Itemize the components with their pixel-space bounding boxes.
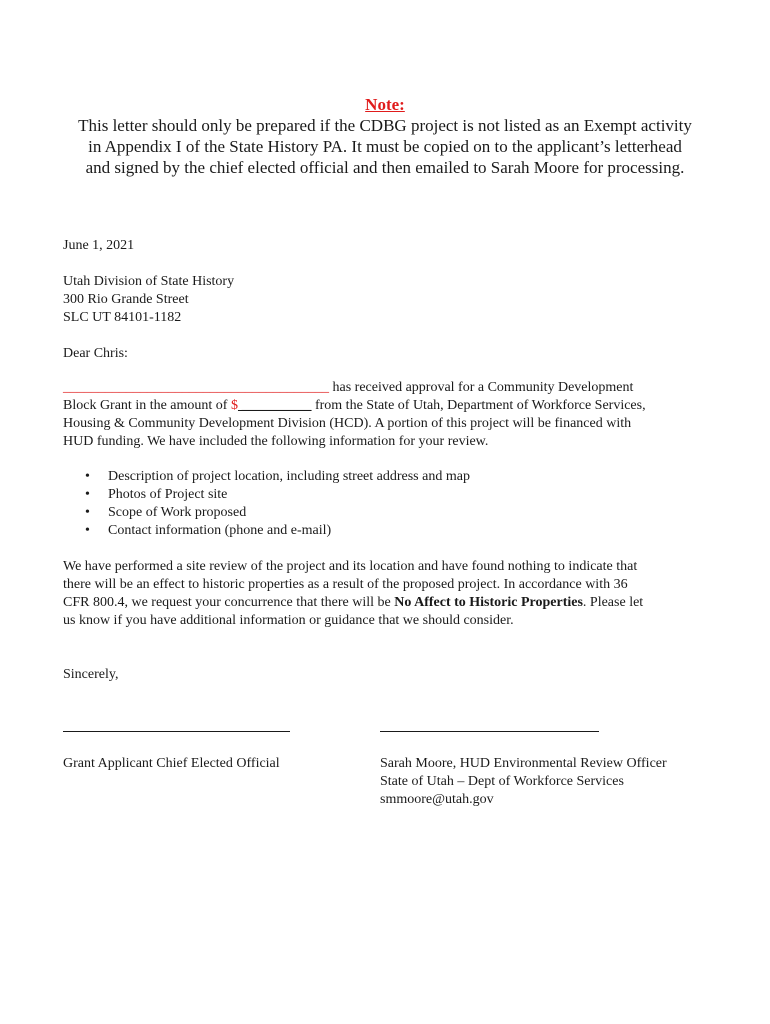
bullet-icon: •: [85, 487, 90, 502]
info-bullet-list: [63, 468, 470, 540]
para-text: . Please let: [582, 595, 644, 610]
para-text: from the State of Utah, Department of Workforce Services,: [311, 398, 646, 413]
applicant-name-blank: ______________________________________: [63, 380, 329, 395]
note-line: and signed by the chief elected official and then emailed to Sarah Moore for processing.: [85, 158, 685, 177]
note-line: in Appendix I of the State History PA. It must be copied on to the applicant’s letterhead: [88, 137, 682, 156]
list-item-text: Contact information (phone and e-mail): [108, 523, 332, 538]
para-text: Block Grant in the amount of: [63, 398, 231, 413]
signatory-applicant-label: Grant Applicant Chief Elected Official: [63, 756, 280, 771]
signature-line-reviewer: [380, 731, 599, 732]
para-text: Housing & Community Development Division (HCD). A portion of this project will be financed with: [63, 416, 632, 431]
reviewer-department: State of Utah – Dept of Workforce Services: [380, 774, 624, 789]
list-item-text: Photos of Project site: [108, 487, 228, 502]
bullet-icon: •: [85, 523, 90, 538]
address-line: SLC UT 84101-1182: [63, 310, 182, 325]
para-text: CFR 800.4, we request your concurrence that there will be: [63, 595, 395, 610]
list-item-text: Description of project location, including street address and map: [108, 469, 470, 484]
list-item: [63, 504, 470, 522]
address-line: 300 Rio Grande Street: [63, 292, 189, 307]
list-item-text: Scope of Work proposed: [108, 505, 247, 520]
bullet-icon: •: [85, 469, 90, 484]
para-text: us know if you have additional information or guidance that we should consider.: [63, 613, 514, 628]
address-line: Utah Division of State History: [63, 274, 235, 289]
note-block: [40, 94, 730, 178]
list-item: [63, 468, 470, 486]
letter-date: June 1, 2021: [63, 238, 135, 253]
note-line: This letter should only be prepared if the CDBG project is not listed as an Exempt activity: [78, 116, 692, 135]
amount-blank: __________: [237, 398, 312, 413]
para-text: HUD funding. We have included the following information for your review.: [63, 434, 489, 449]
recipient-address: [63, 273, 234, 327]
para-text: there will be an effect to historic properties as a result of the proposed project. In accordance with 36: [63, 577, 628, 592]
list-item: [63, 486, 470, 504]
para-text: We have performed a site review of the project and its location and have found nothing to indicate that: [63, 559, 638, 574]
signatory-reviewer-block: [380, 755, 667, 809]
signature-line-applicant: [63, 731, 290, 732]
reviewer-name-title: Sarah Moore, HUD Environmental Review Officer: [380, 756, 667, 771]
approval-paragraph: [63, 379, 713, 451]
note-title: Note:: [365, 95, 405, 114]
list-item: [63, 522, 470, 540]
bullet-icon: •: [85, 505, 90, 520]
dollar-sign: $: [230, 398, 238, 413]
closing: Sincerely,: [63, 667, 119, 682]
para-text: has received approval for a Community Development: [329, 380, 634, 395]
reviewer-email: smmoore@utah.gov: [380, 792, 494, 807]
no-affect-emphasis: No Affect to Historic Properties: [394, 595, 583, 610]
review-paragraph: [63, 558, 713, 630]
salutation: Dear Chris:: [63, 346, 128, 361]
